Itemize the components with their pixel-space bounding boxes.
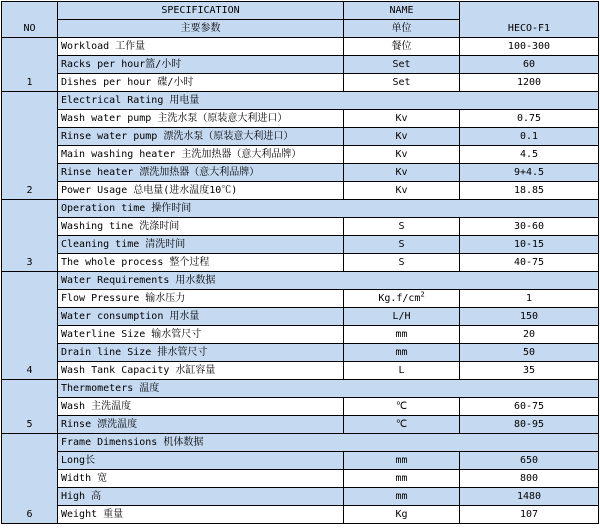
section-title-row xyxy=(2,380,599,398)
specification-header-cn: 主要参数 xyxy=(58,20,344,38)
spec-value: 40-75 xyxy=(460,254,599,272)
spec-name: Washing tine 洗涤时间 xyxy=(58,218,344,236)
spec-row xyxy=(2,326,599,344)
group-number: 4 xyxy=(2,272,58,380)
spec-unit: S xyxy=(344,254,460,272)
spec-value: 20 xyxy=(460,326,599,344)
spec-name: Width 宽 xyxy=(58,470,344,488)
spec-unit: Set xyxy=(344,74,460,92)
spec-row xyxy=(2,452,599,470)
spec-value: 50 xyxy=(460,344,599,362)
spec-name: Wash 主洗温度 xyxy=(58,398,344,416)
group-number: 5 xyxy=(2,380,58,434)
header-row-english xyxy=(2,2,599,20)
spec-row xyxy=(2,218,599,236)
spec-name: Workload 工作量 xyxy=(58,38,344,56)
unit-text: Kg.f/cm xyxy=(378,293,421,304)
spec-value: 150 xyxy=(460,308,599,326)
spec-unit: mm xyxy=(344,326,460,344)
spec-name: The whole process 整个过程 xyxy=(58,254,344,272)
section-title-row xyxy=(2,272,599,290)
unit-superscript: 2 xyxy=(420,290,425,299)
spec-row xyxy=(2,362,599,380)
spec-name: Weight 重量 xyxy=(58,506,344,524)
spec-value: 10-15 xyxy=(460,236,599,254)
spec-row xyxy=(2,398,599,416)
spec-name: Main washing heater 主洗加热器（意大利品牌） xyxy=(58,146,344,164)
spec-unit: Kv xyxy=(344,128,460,146)
spec-value: 9+4.5 xyxy=(460,164,599,182)
spec-unit: Set xyxy=(344,56,460,74)
spec-value: 60-75 xyxy=(460,398,599,416)
spec-row xyxy=(2,56,599,74)
spec-value: 80-95 xyxy=(460,416,599,434)
spec-row xyxy=(2,470,599,488)
section-title: Frame Dimensions 机体数据 xyxy=(58,434,599,452)
spec-unit: L/H xyxy=(344,308,460,326)
spec-value: 60 xyxy=(460,56,599,74)
spec-name: Waterline Size 输水管尺寸 xyxy=(58,326,344,344)
specification-header: SPECIFICATION xyxy=(58,2,344,20)
spec-unit: Kv xyxy=(344,146,460,164)
spec-unit: Kg xyxy=(344,506,460,524)
spec-row xyxy=(2,254,599,272)
section-title: Thermometers 温度 xyxy=(58,380,599,398)
no-column-header: NO xyxy=(2,2,58,38)
spec-row xyxy=(2,506,599,524)
spec-value: 1480 xyxy=(460,488,599,506)
spec-value: 1200 xyxy=(460,74,599,92)
specification-table xyxy=(1,1,599,524)
spec-name: Wash Tank Capacity 水缸容量 xyxy=(58,362,344,380)
spec-row xyxy=(2,488,599,506)
spec-unit: 餐位 xyxy=(344,38,460,56)
spec-unit: mm xyxy=(344,488,460,506)
spec-value: 4.5 xyxy=(460,146,599,164)
spec-row xyxy=(2,182,599,200)
spec-value: 100-300 xyxy=(460,38,599,56)
spec-value: 800 xyxy=(460,470,599,488)
unit-header-cn: 单位 xyxy=(344,20,460,38)
group-number: 2 xyxy=(2,92,58,200)
model-header: HECO-F1 xyxy=(460,2,599,38)
spec-unit: Kv xyxy=(344,182,460,200)
spec-name: Racks per hour篮/小时 xyxy=(58,56,344,74)
section-title: Electrical Rating 用电量 xyxy=(58,92,599,110)
spec-unit: mm xyxy=(344,470,460,488)
spec-name: Rinse 漂洗温度 xyxy=(58,416,344,434)
spec-unit: Kv xyxy=(344,164,460,182)
spec-row xyxy=(2,164,599,182)
spec-row xyxy=(2,128,599,146)
spec-row xyxy=(2,236,599,254)
spec-unit: mm xyxy=(344,452,460,470)
spec-value: 107 xyxy=(460,506,599,524)
specification-table-body xyxy=(2,2,599,524)
spec-value: 1 xyxy=(460,290,599,308)
spec-name: Flow Pressure 输水压力 xyxy=(58,290,344,308)
spec-name: Power Usage 总电量(进水温度10℃) xyxy=(58,182,344,200)
spec-unit: L xyxy=(344,362,460,380)
name-header: NAME xyxy=(344,2,460,20)
spec-row xyxy=(2,344,599,362)
spec-name: High 高 xyxy=(58,488,344,506)
spec-unit: mm xyxy=(344,344,460,362)
spec-value: 18.85 xyxy=(460,182,599,200)
spec-unit: Kv xyxy=(344,110,460,128)
spec-name: Long长 xyxy=(58,452,344,470)
spec-row xyxy=(2,290,599,308)
spec-unit: S xyxy=(344,218,460,236)
spec-unit: ℃ xyxy=(344,416,460,434)
spec-value: 650 xyxy=(460,452,599,470)
section-title-row xyxy=(2,92,599,110)
spec-row xyxy=(2,74,599,92)
spec-row xyxy=(2,110,599,128)
section-title: Water Requirements 用水数据 xyxy=(58,272,599,290)
spec-row xyxy=(2,308,599,326)
spec-row xyxy=(2,146,599,164)
spec-name: Water consumption 用水量 xyxy=(58,308,344,326)
section-title-row xyxy=(2,434,599,452)
section-title-row xyxy=(2,200,599,218)
group-number: 3 xyxy=(2,200,58,272)
spec-row xyxy=(2,38,599,56)
group-number: 1 xyxy=(2,38,58,92)
spec-value: 0.1 xyxy=(460,128,599,146)
spec-value: 35 xyxy=(460,362,599,380)
spec-unit: S xyxy=(344,236,460,254)
section-title: Operation time 操作时间 xyxy=(58,200,599,218)
spec-row xyxy=(2,416,599,434)
spec-value: 0.75 xyxy=(460,110,599,128)
spec-unit xyxy=(344,290,460,308)
group-number: 6 xyxy=(2,434,58,524)
spec-unit: ℃ xyxy=(344,398,460,416)
spec-name: Rinse heater 漂洗加热器（意大利品牌） xyxy=(58,164,344,182)
spec-name: Drain line Size 排水管尺寸 xyxy=(58,344,344,362)
spec-name: Cleaning time 清洗时间 xyxy=(58,236,344,254)
spec-name: Dishes per hour 碟/小时 xyxy=(58,74,344,92)
spec-value: 30-60 xyxy=(460,218,599,236)
spec-name: Wash water pump 主洗水泵（原装意大利进口） xyxy=(58,110,344,128)
spec-name: Rinse water pump 漂洗水泵（原装意大利进口） xyxy=(58,128,344,146)
